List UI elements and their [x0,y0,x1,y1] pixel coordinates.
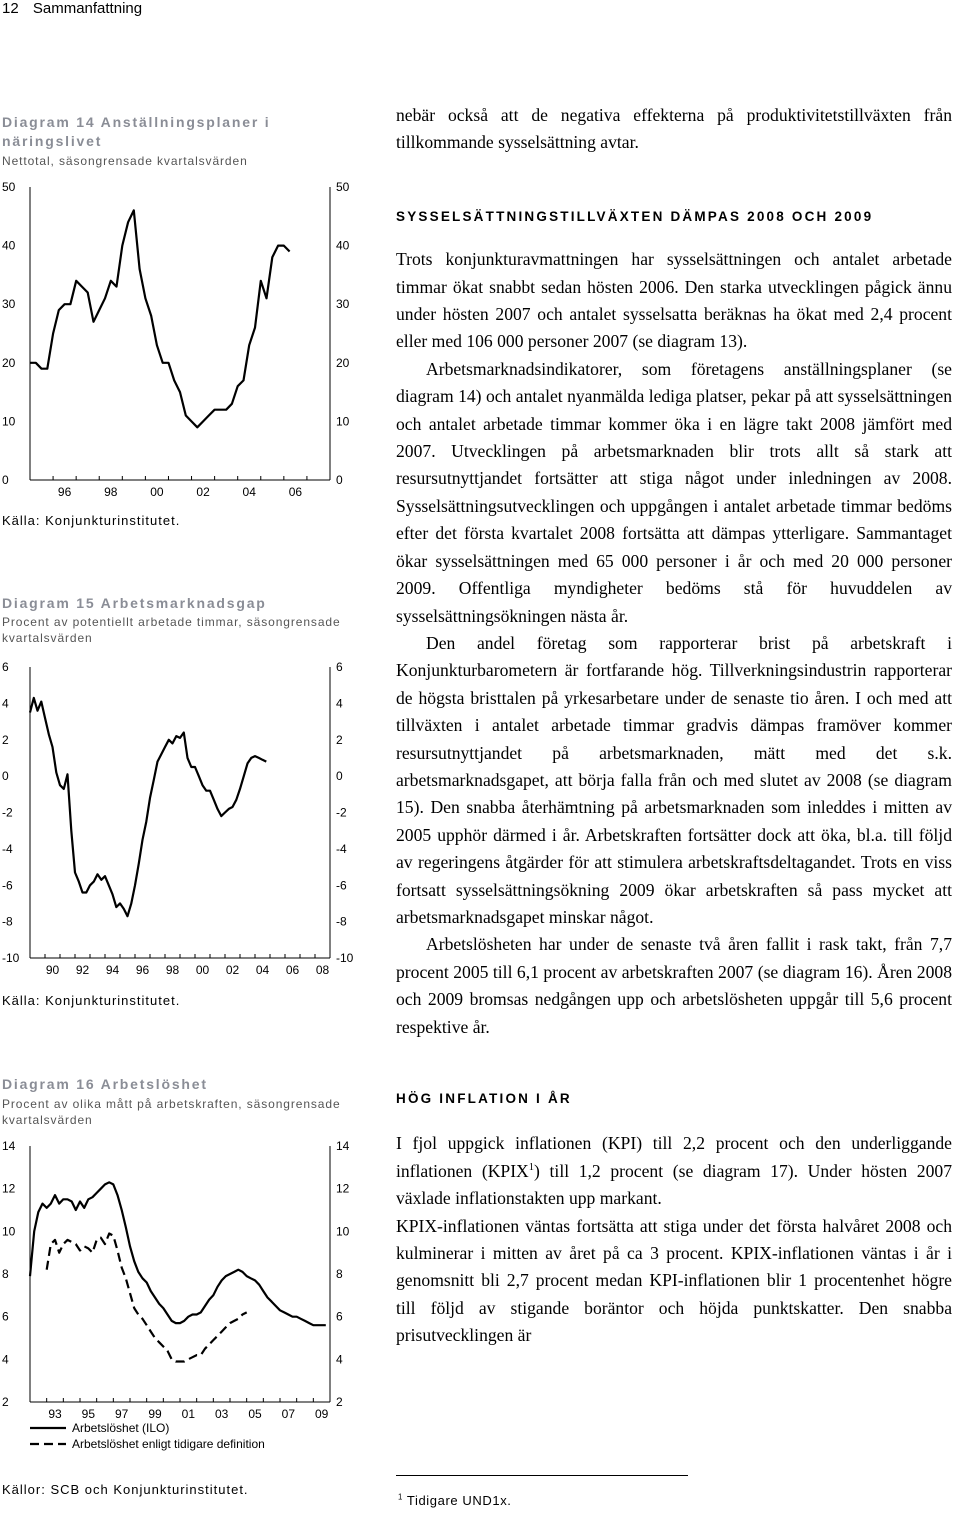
x-tick-label: 08 [315,963,330,977]
page-number: 12 [2,0,19,17]
x-tick-label: 92 [75,963,90,977]
y-tick-label-right: 14 [336,1139,350,1153]
y-tick-label-right: 10 [336,414,350,429]
y-tick-label-left: 14 [2,1139,16,1153]
x-tick-label: 98 [104,485,118,499]
series-line-1 [30,210,290,427]
legend-label: Arbetslöshet enligt tidigare definition [72,1437,265,1451]
running-header [2,0,152,17]
y-tick-label-right: 4 [336,696,343,711]
y-tick-label-right: 6 [336,1309,343,1324]
y-tick-label-left: 8 [2,1267,9,1281]
diagram-15-subtitle: Procent av potentiellt arbetade timmar, säsongrensade kvartalsvärden [2,615,341,645]
footnote-number: 1 [398,1492,403,1502]
y-tick-label-right: 30 [336,297,350,312]
y-tick-label-left: -6 [2,878,13,893]
x-tick-label: 07 [281,1407,296,1421]
diagram-14-chart [0,170,370,510]
x-tick-label: 06 [288,485,303,499]
paragraph: Trots konjunkturavmattningen har sysselsättningen och antalet arbetade timmar ökat snabbt sedan hösten 2006. Den starka utvecklingen pågick ännu under hösten 2007 och antalet sysselsatta beräknas ha ökat med 2,4 procent eller med 106 000 personer 2007 (se diagram 13). [396,249,952,352]
y-tick-label-left: 12 [2,1181,16,1196]
paragraph: KPIX-inflationen väntas fortsätta att stiga under det första halvåret 2008 och kulminerar i mitten av året på ca 3 procent. KPIX-inflationen väntas i år i genomsnitt bli 2,7 procent medan KPI-inflationen blir 1 procentenhet högre till följd av stigande boräntor och höjda punktskatter. Den snabba prisutvecklingen är [396,1215,952,1346]
diagram-15-chart [0,650,370,990]
section-title: Sammanfattning [32,0,143,17]
x-tick-label: 99 [148,1407,162,1421]
legend-label: Arbetslöshet (ILO) [72,1421,170,1435]
y-tick-label-right: -2 [336,805,347,820]
x-tick-label: 95 [81,1407,96,1421]
y-tick-label-left: -2 [2,805,13,820]
diagram-14-title: Diagram 14 Anställningsplaner i näringslivet [2,114,271,149]
x-tick-label: 90 [45,963,60,977]
diagram-16-subtitle: Procent av olika mått på arbetskraften, säsongrensade kvartalsvärden [2,1097,341,1127]
paragraph: Arbetsmarknadsindikatorer, som företagens anställningsplaner (se diagram 14) och antalet nyanmälda lediga platser, pekar på att sysselsättningen och antalet arbetade timmar kommer öka i en lägre takt 2008 jämfört med 2007. Utvecklingen på arbetsmarknaden blir trots allt så stark att resursutnyttjandet fortsätter att stiga något under inledningen av 2008. Sysselsättningsutvecklingen och uppgången i antalet arbetade timmar bedöms efter det första kvartalet 2008 fortsätta att dämpas ytterligare. Sammantaget ökar sysselsättningen med 65 000 personer i år och med 20 000 personer 2009. Offentliga myndigheter bedöms stå för huvuddelen av sysselsättningsökningen nästa år. [396,358,952,626]
y-tick-label-left: 0 [2,473,9,487]
y-tick-label-left: -8 [2,914,13,929]
y-tick-label-left: 10 [2,1224,16,1239]
body-text [396,102,952,1350]
y-tick-label-right: 2 [336,1395,343,1409]
x-tick-label: 00 [195,963,210,977]
heading-sysselsattning: SYSSELSÄTTNINGSTILLVÄXTEN DÄMPAS 2008 OCH 2009 [396,208,874,224]
diagram-15-title: Diagram 15 Arbetsmarknadsgap [2,595,267,611]
y-tick-label-right: 6 [336,660,343,674]
y-tick-label-right: 50 [336,180,350,194]
footnote-text: Tidigare UND1x. [406,1493,512,1508]
y-tick-label-left: -10 [2,951,20,965]
y-tick-label-right: 0 [336,769,343,784]
y-tick-label-right: 2 [336,732,343,747]
x-tick-label: 00 [150,485,164,499]
paragraph-intro: nebär också att de negativa effekterna på produktivitetstillväxten från tillkommande sysselsättning avtar. [396,105,952,153]
series-line-1 [30,698,266,916]
y-tick-label-right: 12 [336,1181,350,1196]
y-tick-label-left: 2 [2,1395,9,1409]
y-tick-label-right: -10 [336,951,354,965]
y-tick-label-right: 20 [336,355,350,370]
paragraph: Arbetslösheten har under de senaste två åren fallit i rask takt, från 7,7 procent 2005 till 6,1 procent av arbetskraften 2007 (se diagram 16). Åren 2008 och 2009 bromsas nedgången upp och arbetslösheten uppgår till 5,6 procent respektive år. [396,934,952,1037]
footnote-rule [396,1475,688,1476]
x-tick-label: 93 [48,1407,62,1421]
y-tick-label-right: 8 [336,1267,343,1281]
x-tick-label: 02 [225,963,240,977]
y-tick-label-left: 40 [2,238,16,253]
paragraph-inflation: I fjol uppgick inflationen (KPI) till 2,2 procent och den underliggande inflationen (KPIX$^1$) till 1,2 procent (se diagram 17). Under hösten 2007 växlade inflationstakten upp markant. [396,1133,952,1209]
x-tick-label: 04 [242,485,256,499]
y-tick-label-left: 50 [2,180,16,194]
diagram-15-source: Källa: Konjunkturinstitutet. [2,993,181,1008]
x-tick-label: 96 [135,963,150,977]
y-tick-label-left: 6 [2,1309,9,1324]
x-tick-label: 09 [314,1407,329,1421]
y-tick-label-left: 4 [2,696,9,711]
x-tick-label: 96 [57,485,72,499]
series-line-1 [30,1182,326,1325]
footnote-marker: 1 [528,1161,535,1173]
heading-inflation: HÖG INFLATION I ÅR [396,1091,572,1106]
y-tick-label-left: 20 [2,355,16,370]
diagram-14-subtitle: Nettotal, säsongrensade kvartalsvärden [2,154,248,168]
x-tick-label: 06 [285,963,300,977]
y-tick-label-left: 10 [2,414,16,429]
y-tick-label-left: 6 [2,660,9,674]
y-tick-label-right: -4 [336,841,347,856]
y-tick-label-left: 2 [2,732,9,747]
x-tick-label: 94 [105,963,120,977]
y-tick-label-left: 4 [2,1352,9,1367]
diagram-14-source: Källa: Konjunkturinstitutet. [2,513,181,528]
y-tick-label-right: 10 [336,1224,350,1239]
y-tick-label-right: -6 [336,878,347,893]
y-tick-label-right: 40 [336,238,350,253]
y-tick-label-right: 0 [336,473,343,487]
y-tick-label-left: -4 [2,841,13,856]
x-tick-label: 01 [181,1407,196,1421]
x-tick-label: 02 [196,485,210,499]
paragraph: Den andel företag som rapporterar brist på arbetskraft i Konjunkturbarometern är fortfarande hög. Tillverkningsindustrin rapporterar de högsta bristtalen på yrkesarbetare under de senaste tio åren. I och med att tillväxten i antalet arbetade timmar gradvis dämpas framöver kommer resursutnyttjandet på arbetsmarknaden, mätt med det s.k. arbetsmarknadsgapet, att börja falla från och med slutet av 2008 (se diagram 15). Den snabba återhämtning på arbetsmarknaden som inleddes i mitten av 2005 upphör därmed i år. Arbetskraften fortsätter dock att öka, bl.a. till följd av regeringens åtgärder för att stimulera arbetskraftsdeltagandet. Trots en viss fortsatt sysselsättningsökning 2009 ökar arbetskraften så pass mycket att arbetsmarknadsgapet minskar något. [396,632,952,927]
y-tick-label-right: 4 [336,1352,343,1367]
diagram-16-chart [0,1130,370,1460]
footnote [398,1493,512,1508]
y-tick-label-right: -8 [336,914,347,929]
diagram-16-source: Källor: SCB och Konjunkturinstitutet. [2,1482,249,1497]
diagram-16-title: Diagram 16 Arbetslöshet [2,1076,208,1092]
x-tick-label: 98 [165,963,180,977]
series-line-2 [47,1234,247,1362]
x-tick-label: 04 [255,963,270,977]
x-tick-label: 05 [248,1407,262,1421]
y-tick-label-left: 0 [2,769,9,784]
y-tick-label-left: 30 [2,297,16,312]
x-tick-label: 97 [114,1407,129,1421]
x-tick-label: 03 [214,1407,229,1421]
